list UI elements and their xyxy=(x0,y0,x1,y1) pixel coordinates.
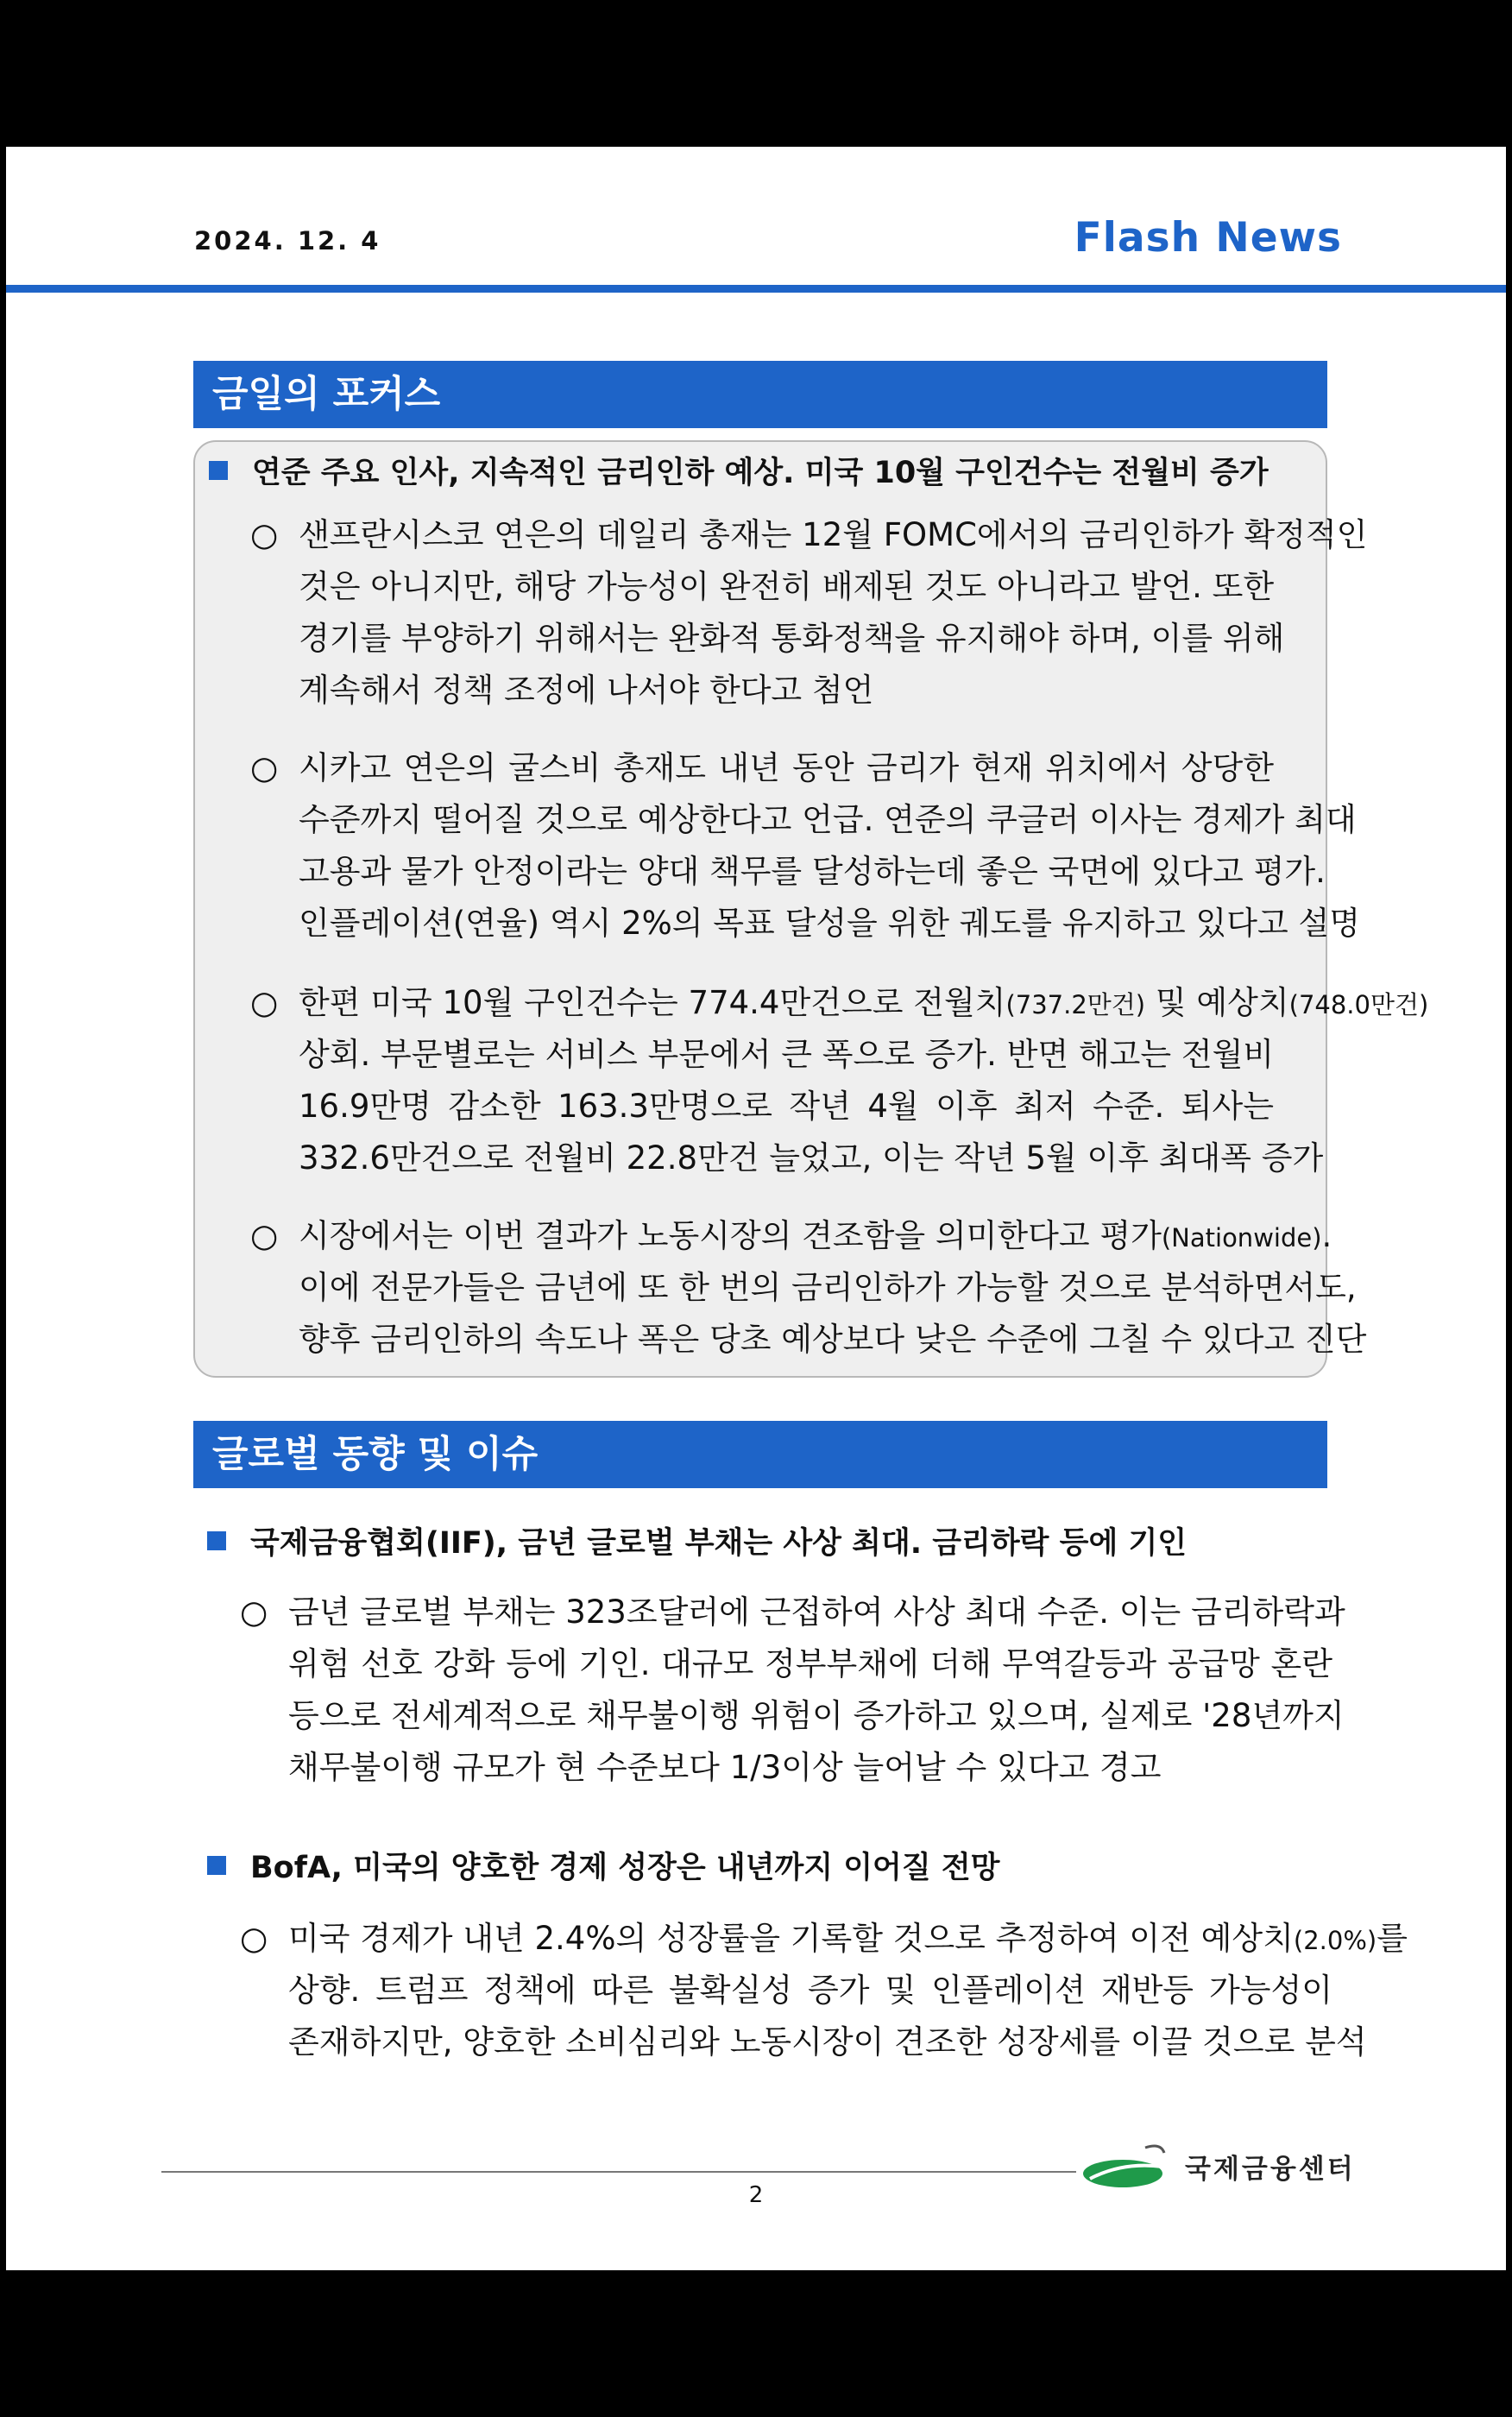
small-text: (Nationwide) xyxy=(1161,1223,1322,1253)
document-page xyxy=(6,147,1506,2270)
circle-bullet-icon: ○ xyxy=(250,516,279,553)
bullet-line: 상향. 트럼프 정책에 따른 불확실성 증가 및 인플레이션 재반등 가능성이 xyxy=(288,1972,1332,2009)
logo xyxy=(1078,2139,1356,2193)
small-text: (748.0만건) xyxy=(1288,990,1429,1019)
circle-bullet-icon: ○ xyxy=(250,984,279,1021)
bullet-line: 16.9만명 감소한 163.3만명으로 작년 4월 이후 최저 수준. 퇴사는 xyxy=(299,1088,1274,1125)
section-title-focus: 금일의 포커스 xyxy=(193,361,1327,428)
footer-rule xyxy=(161,2171,1076,2173)
bullet-line: 존재하지만, 양호한 소비심리와 노동시장이 견조한 성장세를 이끌 것으로 분석 xyxy=(288,2023,1367,2060)
bullet-line: 수준까지 떨어질 것으로 예상한다고 언급. 연준의 쿠글러 이사는 경제가 최대 xyxy=(299,801,1357,838)
square-bullet-icon xyxy=(209,461,228,480)
bullet-line: 경기를 부양하기 위해서는 완화적 통화정책을 유지해야 하며, 이를 위해 xyxy=(299,620,1285,657)
bullet-line: 금년 글로벌 부채는 323조달러에 근접하여 사상 최대 수준. 이는 금리하락과 xyxy=(288,1593,1345,1631)
logo-text: 국제금융센터 xyxy=(1185,2153,1356,2185)
bullet-line xyxy=(288,1913,1408,1965)
small-text: (737.2만건) xyxy=(1005,990,1146,1019)
bullet-line: 이에 전문가들은 금년에 또 한 번의 금리인하가 가능할 것으로 분석하면서도, xyxy=(299,1269,1357,1306)
global-headline-text: 국제금융협회(IIF), 금년 글로벌 부채는 사상 최대. 금리하락 등에 기인 xyxy=(250,1526,1188,1561)
bullet-line: 고용과 물가 안정이라는 양대 책무를 달성하는데 좋은 국면에 있다고 평가. xyxy=(299,853,1326,890)
page-number: 2 xyxy=(748,2182,764,2208)
line-text: 시장에서는 이번 결과가 노동시장의 견조함을 의미한다고 평가 xyxy=(299,1217,1162,1254)
bullet-line: 향후 금리인하의 속도나 폭은 당초 예상보다 낮은 수준에 그칠 수 있다고 진단 xyxy=(299,1321,1367,1358)
section-title-global: 글로벌 동향 및 이슈 xyxy=(193,1421,1327,1488)
bullet-line: 시카고 연은의 굴스비 총재도 내년 동안 금리가 현재 위치에서 상당한 xyxy=(299,749,1274,786)
bullet-line: 계속해서 정책 조정에 나서야 한다고 첨언 xyxy=(299,672,874,709)
circle-bullet-icon: ○ xyxy=(240,1920,268,1957)
global-headline-2 xyxy=(207,1844,999,1887)
circle-bullet-icon: ○ xyxy=(250,1217,279,1254)
bullet-line: 위험 선호 강화 등에 기인. 대규모 정부부채에 더해 무역갈등과 공급망 혼란 xyxy=(288,1645,1332,1682)
bullet-line: 등으로 전세계적으로 채무불이행 위험이 증가하고 있으며, 실제로 '28년까지 xyxy=(288,1697,1345,1734)
square-bullet-icon xyxy=(207,1531,226,1550)
global-headline-text: BofA, 미국의 양호한 경제 성장은 내년까지 이어질 전망 xyxy=(250,1851,1000,1885)
line-text: . xyxy=(1321,1217,1332,1254)
square-bullet-icon xyxy=(207,1856,226,1875)
circle-bullet-icon: ○ xyxy=(240,1593,268,1631)
bullet-line: 샌프란시스코 연은의 데일리 총재는 12월 FOMC에서의 금리인하가 확정적인 xyxy=(299,516,1368,553)
focus-box xyxy=(193,440,1429,1378)
line-text: 를 xyxy=(1377,1920,1408,1957)
bullet-line: 상회. 부문별로는 서비스 부문에서 큰 폭으로 증가. 반면 해고는 전월비 xyxy=(299,1036,1275,1073)
focus-headline-text: 연준 주요 인사, 지속적인 금리인하 예상. 미국 10월 구인건수는 전월비 증가 xyxy=(252,456,1269,490)
circle-bullet-icon: ○ xyxy=(250,749,279,786)
small-text: (2.0%) xyxy=(1293,1926,1377,1955)
bullet-line xyxy=(299,1210,1332,1262)
global-headline-1 xyxy=(207,1519,1187,1562)
bullet-line: 채무불이행 규모가 현 수준보다 1/3이상 늘어날 수 있다고 경고 xyxy=(288,1749,1162,1786)
focus-headline xyxy=(209,449,1269,492)
line-text: 미국 경제가 내년 2.4%의 성장률을 기록할 것으로 추정하여 이전 예상치 xyxy=(288,1920,1294,1957)
report-title: Flash News xyxy=(1074,214,1342,262)
bullet-line: 것은 아니지만, 해당 가능성이 완전히 배제된 것도 아니라고 발언. 또한 xyxy=(299,568,1275,605)
kcif-logo-icon xyxy=(1078,2139,1173,2193)
bullet-line: 인플레이션(연율) 역시 2%의 목표 달성을 위한 궤도를 유지하고 있다고 설명 xyxy=(299,905,1360,942)
bullet-line xyxy=(299,977,1429,1029)
line-text: 및 예상치 xyxy=(1145,984,1289,1021)
line-text: 한편 미국 10월 구인건수는 774.4만건으로 전월치 xyxy=(299,984,1006,1021)
report-date: 2024. 12. 4 xyxy=(194,226,381,256)
header-rule xyxy=(6,285,1506,293)
bullet-line: 332.6만건으로 전월비 22.8만건 늘었고, 이는 작년 5월 이후 최대폭 증가 xyxy=(299,1139,1324,1177)
